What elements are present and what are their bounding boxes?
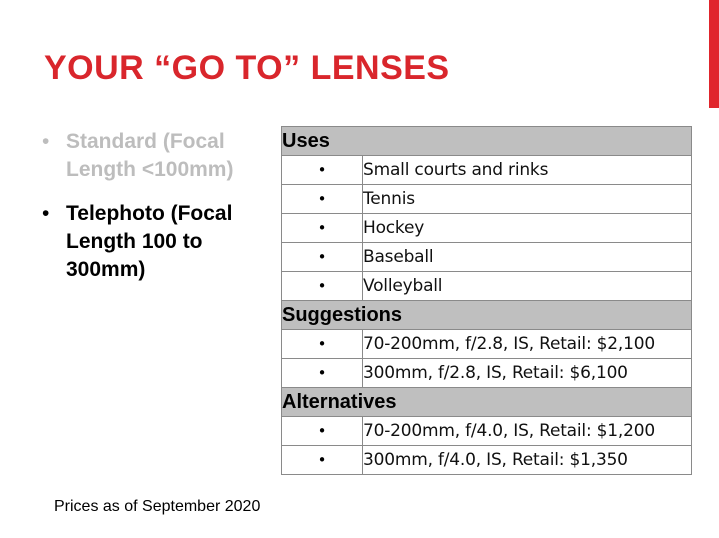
bullet-text: Standard (Focal Length <100mm) bbox=[66, 130, 234, 181]
table-row bbox=[282, 214, 692, 243]
bullet-list bbox=[42, 128, 274, 300]
table-row bbox=[282, 272, 692, 301]
row-text: Volleyball bbox=[363, 272, 692, 301]
bullet-text: Telephoto (Focal Length 100 to 300mm) bbox=[66, 202, 233, 281]
table-row bbox=[282, 330, 692, 359]
section-header-alternatives: Alternatives bbox=[282, 388, 692, 417]
bullet-marker: • bbox=[42, 202, 50, 225]
bullet-telephoto bbox=[42, 200, 274, 284]
row-bullet: • bbox=[282, 446, 363, 475]
section-header-uses: Uses bbox=[282, 127, 692, 156]
table-row bbox=[282, 417, 692, 446]
row-bullet: • bbox=[282, 359, 363, 388]
row-text: 300mm, f/4.0, IS, Retail: $1,350 bbox=[363, 446, 692, 475]
row-text: Hockey bbox=[363, 214, 692, 243]
footnote: Prices as of September 2020 bbox=[54, 498, 261, 515]
row-text: 70-200mm, f/2.8, IS, Retail: $2,100 bbox=[363, 330, 692, 359]
section-header-row bbox=[282, 301, 692, 330]
lens-table bbox=[281, 126, 692, 475]
row-text: Baseball bbox=[363, 243, 692, 272]
row-bullet: • bbox=[282, 156, 363, 185]
section-header-row bbox=[282, 388, 692, 417]
row-bullet: • bbox=[282, 185, 363, 214]
table-row bbox=[282, 185, 692, 214]
table-row bbox=[282, 446, 692, 475]
row-text: Small courts and rinks bbox=[363, 156, 692, 185]
bullet-marker: • bbox=[42, 130, 50, 153]
row-bullet: • bbox=[282, 272, 363, 301]
slide-title: YOUR “GO TO” LENSES bbox=[44, 49, 450, 87]
row-bullet: • bbox=[282, 417, 363, 446]
table-row bbox=[282, 243, 692, 272]
row-bullet: • bbox=[282, 243, 363, 272]
bullet-standard bbox=[42, 128, 274, 184]
table-row bbox=[282, 156, 692, 185]
row-text: 70-200mm, f/4.0, IS, Retail: $1,200 bbox=[363, 417, 692, 446]
section-header-suggestions: Suggestions bbox=[282, 301, 692, 330]
table-row bbox=[282, 359, 692, 388]
accent-bar bbox=[709, 0, 719, 108]
row-bullet: • bbox=[282, 214, 363, 243]
row-text: Tennis bbox=[363, 185, 692, 214]
section-header-row bbox=[282, 127, 692, 156]
row-bullet: • bbox=[282, 330, 363, 359]
row-text: 300mm, f/2.8, IS, Retail: $6,100 bbox=[363, 359, 692, 388]
